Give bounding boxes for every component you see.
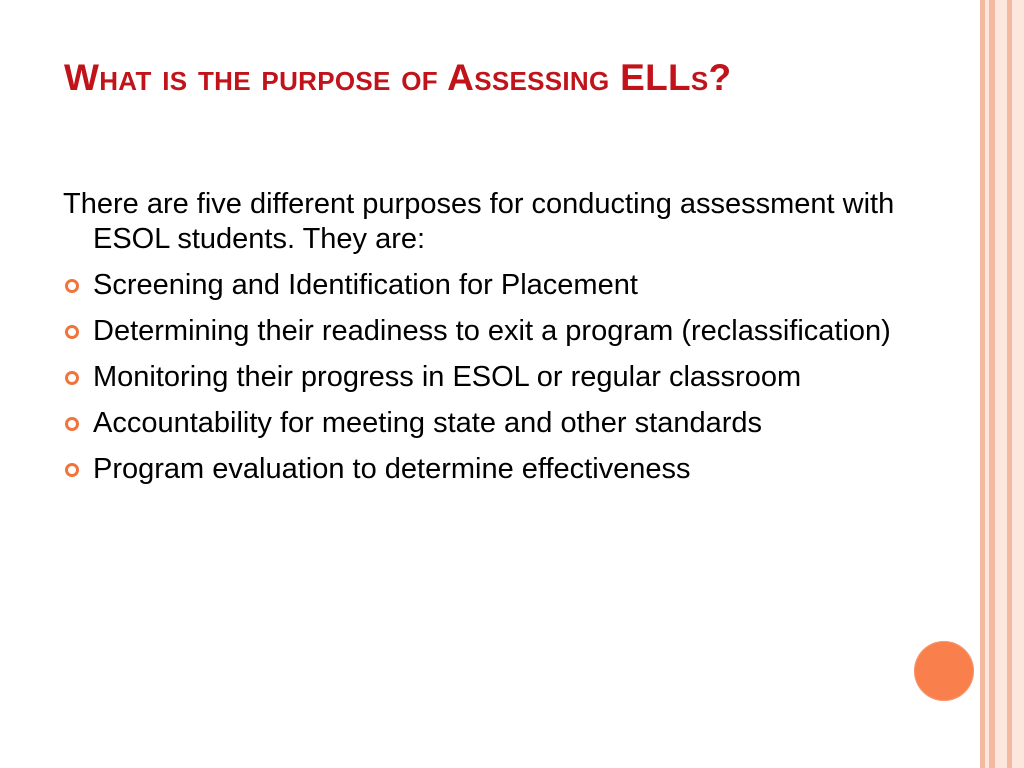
circle-bullet-icon — [65, 417, 79, 431]
list-item-text: Determining their readiness to exit a program (reclassification) — [93, 315, 891, 347]
circle-bullet-icon — [65, 463, 79, 477]
list-item-text: Screening and Identification for Placement — [93, 269, 638, 301]
decorative-stripe — [1012, 0, 1024, 768]
circle-bullet-icon — [65, 371, 79, 385]
circle-bullet-icon — [65, 279, 79, 293]
decorative-circle — [914, 641, 974, 701]
bullet-list — [63, 268, 923, 487]
list-item — [63, 406, 923, 441]
list-item-text: Accountability for meeting state and other standards — [93, 407, 762, 439]
slide-title: What is the purpose of Assessing ELLs? — [64, 57, 732, 98]
list-item-text: Monitoring their progress in ESOL or regular classroom — [93, 361, 802, 393]
list-item — [63, 452, 923, 487]
list-item — [63, 268, 923, 303]
list-item — [63, 360, 923, 395]
list-item — [63, 314, 923, 349]
decorative-stripe — [995, 0, 1007, 768]
intro-text: There are five different purposes for conducting assessment with ESOL students. They are: — [63, 188, 895, 255]
list-item-text: Program evaluation to determine effectiveness — [93, 453, 691, 485]
circle-bullet-icon — [65, 325, 79, 339]
slide-body — [63, 187, 923, 498]
